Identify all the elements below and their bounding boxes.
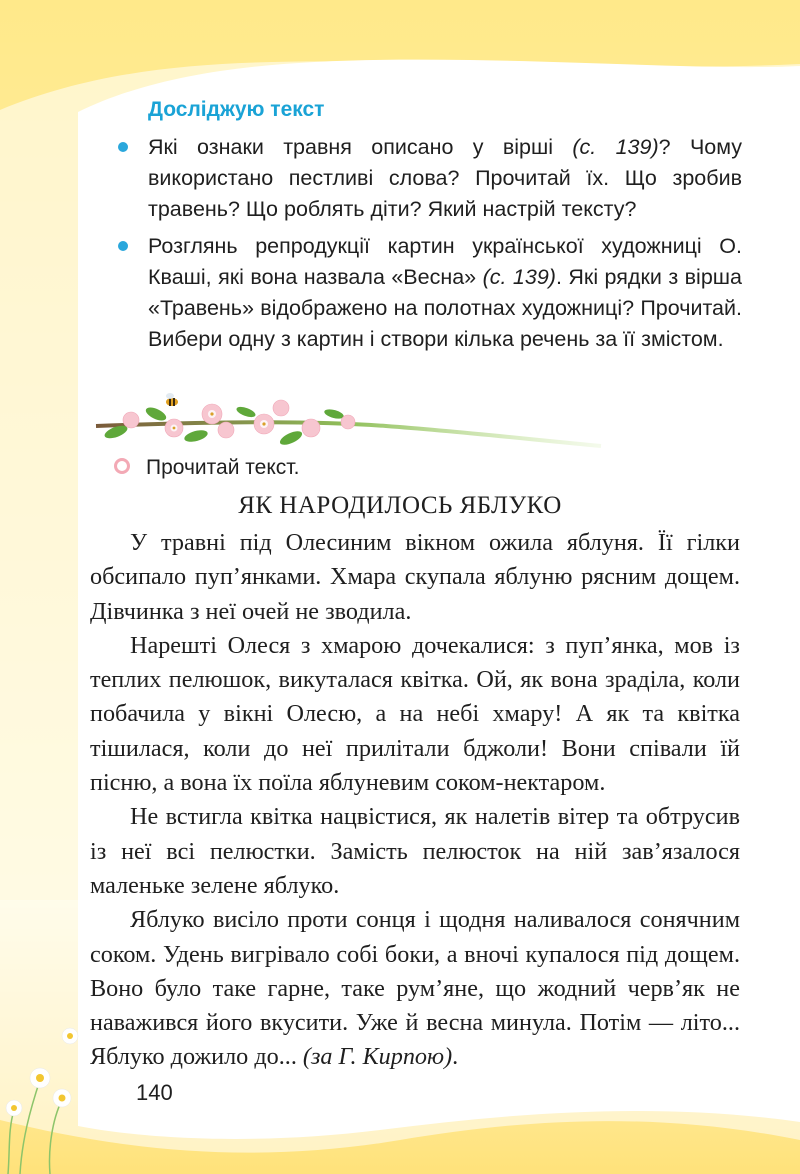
story-paragraph: Не встигла квітка нацвістися, як налетів вітер та обтрусив із неї всі пелюстки. Замість пелюсток на ній зав’язалося маленьке зелене яблуко. (90, 803, 740, 899)
story-title: ЯК НАРОДИЛОСЬ ЯБЛУКО (238, 492, 562, 519)
task-marker-icon (114, 458, 130, 474)
story-paragraph: Нарешті Олеся з хмарою дочекалися: з пуп’янка, мов із теплих пелюшок, викуталася квітка. Ой, як вона зраділа, коли побачила у вікні Олесю, а на небі хмару! А як та квітка тішилася, коли до неї прилітали бджоли! Вони співали їй пісню, а вона їх поїла яблуневим соком-нектаром. (90, 631, 740, 797)
story-paragraph-text: Яблуко висіло проти сонця і щодня наливалося сонячним соком. Удень вигрівало собі боки, а вночі купалося під дощем. Воно було таке гарне, таке рум’яне, що жодний черв’як не наважився його вкусити. Уже й весна минула. Потім — літо... Яблуко дожило до... (90, 906, 740, 1071)
section-heading: Досліджую текст (148, 98, 325, 121)
question-text: Які ознаки травня описано у вірші (148, 135, 573, 159)
task-label: Прочитай текст. (146, 456, 300, 479)
question-item (114, 231, 742, 355)
bullet-dot-icon (118, 142, 128, 152)
story-end-punct: . (452, 1043, 459, 1071)
question-text: . Які рядки з вірша «Травень» відображено на полотнах художниці? Прочитай. Вибери одну з картин і створи кілька речень за її змістом. (148, 265, 742, 351)
page-number: 140 (136, 1080, 173, 1105)
apple-blossom-branch-icon (86, 384, 606, 464)
question-text: Розглянь репродукції картин української художниці О. Кваші, які вона назвала «Весна» (148, 234, 742, 289)
story-text (90, 526, 740, 1075)
author-credit: (за Г. Кирпою) (302, 1043, 453, 1071)
page-reference: (с. 139) (482, 265, 556, 289)
daisy-flowers-icon (0, 1000, 110, 1174)
reading-task (114, 456, 299, 480)
page-reference: (с. 139) (572, 135, 659, 159)
story-paragraph: У травні під Олесиним вікном ожила яблуня. Її гілки обсипало пуп’янками. Хмара скупала яблуню рясним дощем. Дівчинка з неї очей не зводила. (90, 529, 740, 625)
bee-icon (166, 393, 178, 406)
question-list (114, 132, 742, 361)
story-paragraph (90, 903, 740, 1074)
question-text: ? Чому використано пестливі слова? Прочитай їх. Що зробив травень? Що роблять діти? Який настрій тексту? (148, 135, 743, 221)
question-item (114, 132, 742, 225)
bullet-dot-icon (118, 241, 128, 251)
